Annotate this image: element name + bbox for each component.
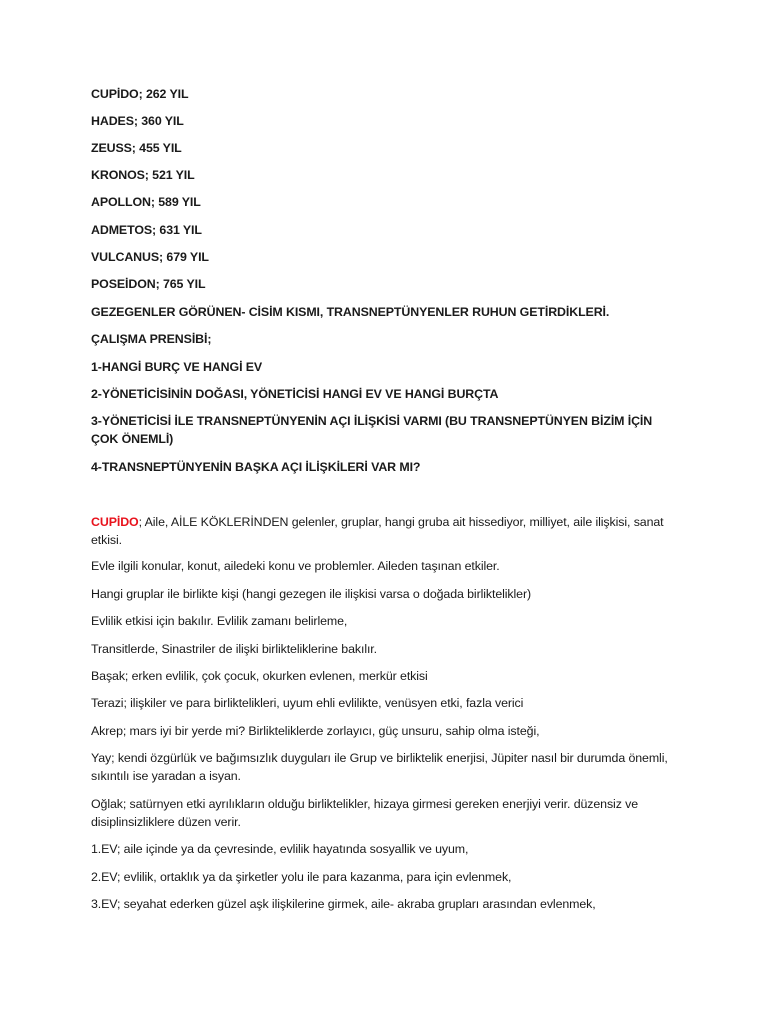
paragraph: Başak; erken evlilik, çok çocuk, okurken evlenen, merkür etkisi [91, 669, 428, 683]
paragraph: 2.EV; evlilik, ortaklık ya da şirketler yolu ile para kazanma, para için evlenmek, [91, 870, 512, 884]
paragraph: 3.EV; seyahat ederken güzel aşk ilişkilerine girmek, aile- akraba grupları arasından evlenmek, [91, 897, 596, 911]
list-item: ZEUSS; 455 YIL [91, 141, 182, 155]
step-item: 3-YÖNETİCİSİ İLE TRANSNEPTÜNYENİN AÇI İLİŞKİSİ VARMI (BU TRANSNEPTÜNYEN BİZİM İÇİN ÇOK ÖNEMLİ) [91, 414, 653, 446]
paragraph: 1.EV; aile içinde ya da çevresinde, evlilik hayatında sosyallik ve uyum, [91, 842, 469, 856]
paragraph: Hangi gruplar ile birlikte kişi (hangi gezegen ile ilişkisi varsa o doğada birliktelikler) [91, 587, 532, 601]
step-item: 1-HANGİ BURÇ VE HANGİ EV [91, 360, 263, 374]
list-item: APOLLON; 589 YIL [91, 195, 201, 209]
paragraph: Terazi; ilişkiler ve para birliktelikleri, uyum ehli evlilikte, venüsyen etki, fazla verici [91, 696, 524, 710]
list-item: CUPİDO; 262 YIL [91, 87, 189, 101]
principle-title: ÇALIŞMA PRENSİBİ; [91, 332, 212, 346]
list-item: VULCANUS; 679 YIL [91, 250, 209, 264]
list-item: POSEİDON; 765 YIL [91, 277, 206, 291]
paragraph: Evle ilgili konular, konut, ailedeki konu ve problemler. Aileden taşınan etkiler. [91, 559, 500, 573]
step-item: 4-TRANSNEPTÜNYENİN BAŞKA AÇI İLİŞKİLERİ VAR MI? [91, 460, 421, 474]
list-item: ADMETOS; 631 YIL [91, 223, 202, 237]
paragraph: Transitlerde, Sinastriler de ilişki birlikteliklerine bakılır. [91, 642, 377, 656]
paragraph: Evlilik etkisi için bakılır. Evlilik zamanı belirleme, [91, 614, 348, 628]
cupido-intro [91, 513, 671, 549]
step-item: 2-YÖNETİCİSİNİN DOĞASI, YÖNETİCİSİ HANGİ EV VE HANGİ BURÇTA [91, 387, 499, 401]
paragraph: Oğlak; satürnyen etki ayrılıkların olduğu birliktelikler, hizaya girmesi gereken enerjiyi verir. düzensiz ve disiplinsizliklere düzen verir. [91, 797, 639, 829]
list-item: KRONOS; 521 YIL [91, 168, 195, 182]
intro-statement: GEZEGENLER GÖRÜNEN- CİSİM KISMI, TRANSNEPTÜNYENLER RUHUN GETİRDİKLERİ. [91, 305, 610, 319]
paragraph: Yay; kendi özgürlük ve bağımsızlık duyguları ile Grup ve birliktelik enerjisi, Jüpiter nasıl bir durumda önemli, sıkıntılı ise yaradan a isyan. [91, 751, 668, 783]
paragraph: Akrep; mars iyi bir yerde mi? Birlikteliklerde zorlayıcı, güç unsuru, sahip olma isteği, [91, 724, 540, 738]
cupido-heading: CUPİDO [91, 515, 139, 529]
cupido-intro-text: ; Aile, AİLE KÖKLERİNDEN gelenler, gruplar, hangi gruba ait hissediyor, milliyet, aile ilişkisi, sanat etkisi. [91, 515, 664, 547]
list-item: HADES; 360 YIL [91, 114, 184, 128]
